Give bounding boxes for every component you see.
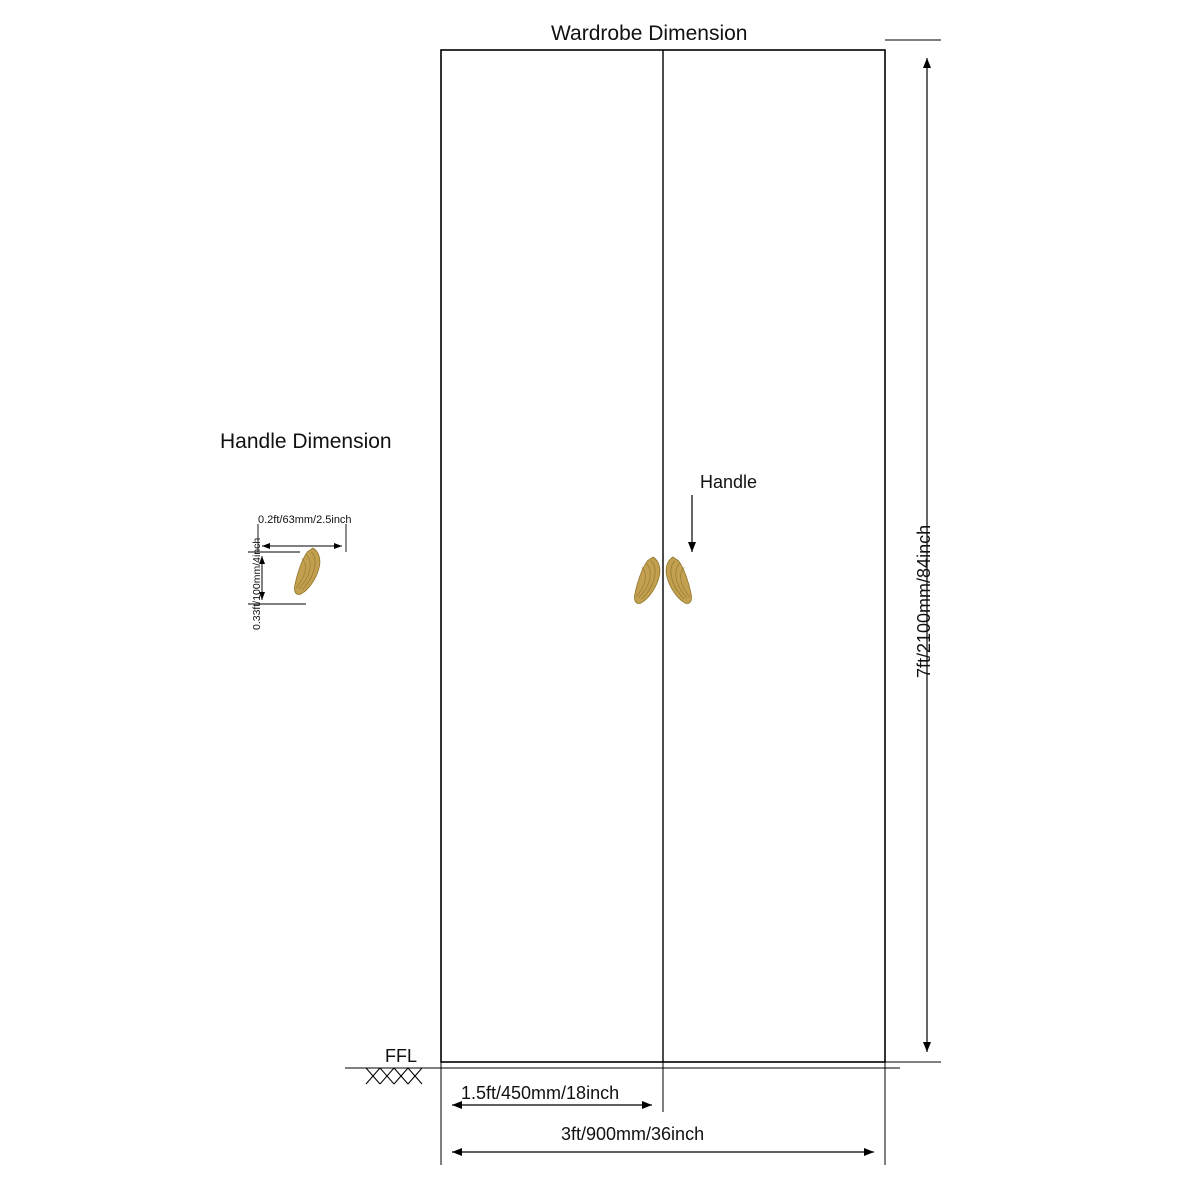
total-width-label: 3ft/900mm/36inch [561, 1124, 705, 1144]
handle-width-label: 0.2ft/63mm/2.5inch [258, 514, 352, 526]
handle-height-label: 0.33ft/100mm/4inch [251, 537, 263, 630]
handle-section-title: Handle Dimension [220, 430, 392, 453]
floor-line [345, 1068, 900, 1084]
wardrobe-outline [441, 50, 885, 1062]
page-title: Wardrobe Dimension [551, 22, 748, 45]
height-label: 7ft/2100mm/84inch [914, 524, 934, 678]
floor-level-label: FFL [385, 1046, 418, 1066]
handle-width-dimension [258, 524, 346, 552]
door-width-label: 1.5ft/450mm/18inch [461, 1083, 620, 1103]
handle-detail-shape [294, 548, 319, 594]
handle-callout-label: Handle [700, 472, 758, 492]
